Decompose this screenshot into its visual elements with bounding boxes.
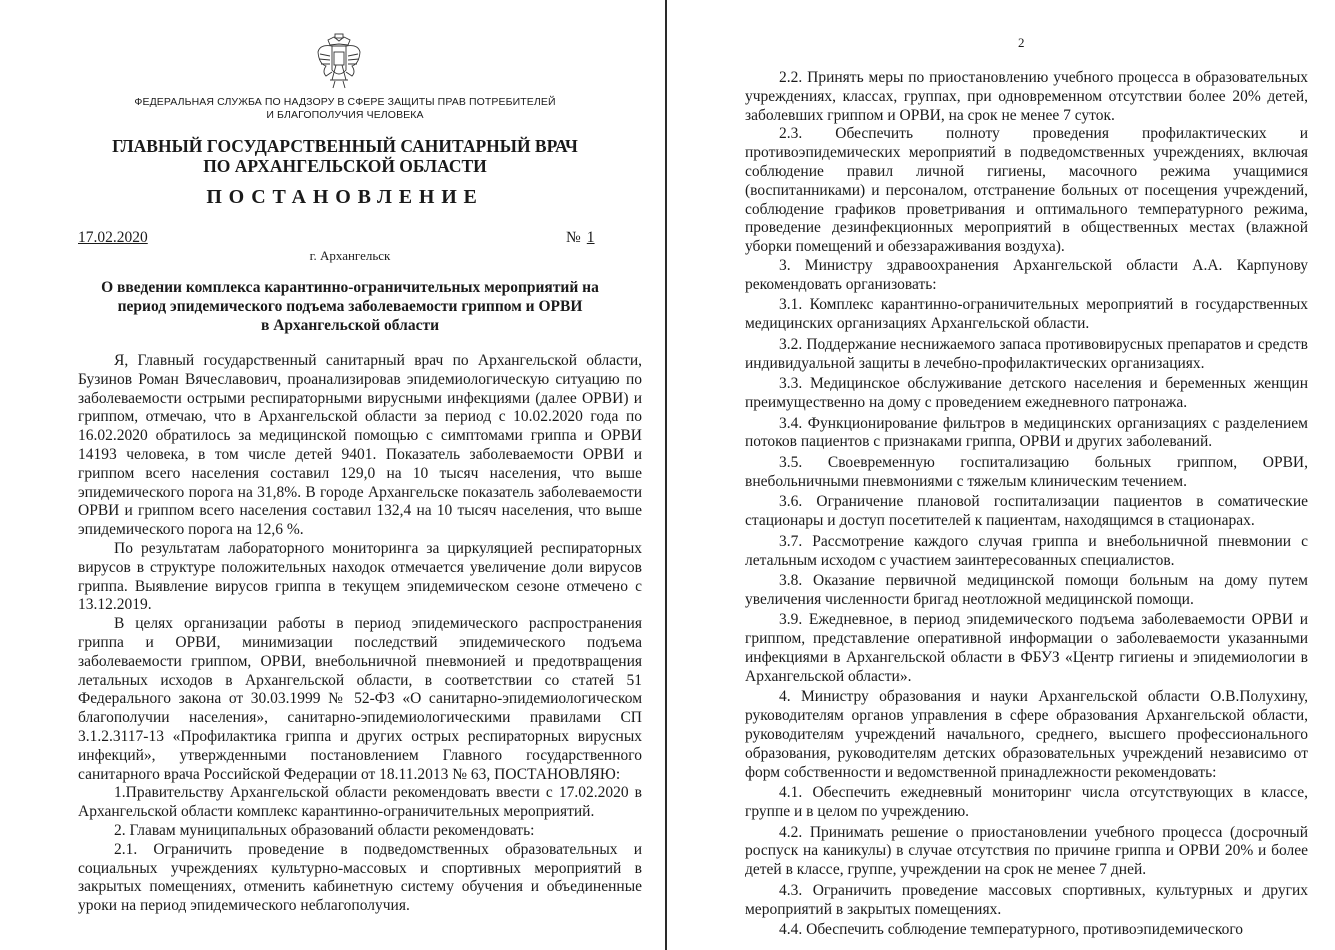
official-title [80,136,610,176]
paragraph: 3.6. Ограничение плановой госпитализации пациентов в соматические стационары и доступ посетителей к пациентам, находящимся в стационарах. [745,493,1308,530]
paragraph: 4.3. Ограничить проведение массовых спортивных, культурных и других мероприятий в закрытых помещениях. [745,881,1308,918]
paragraph: 2. Главам муниципальных образований области рекомендовать: [114,821,535,839]
paragraph: Я, Главный государственный санитарный врач по Архангельской области, Бузинов Роман Вячеславович, проанализировав эпидемиологическую ситуацию по заболеваемости острыми респираторными вирусными инфекциями (далее ОРВИ) и гриппом, отмечаю, что в Архангельской области за период с 10.02.2020 года по 16.02.2020 обратилось за медицинской помощью с симптомами гриппа и ОРВИ 14193 человека, в том числе детей 9401. Показатель заболеваемости ОРВИ и гриппом всего населения составил 129,0 на 10 тысяч населения, что выше эпидемического порога на 31,8%. В городе Архангельске показатель заболеваемости ОРВИ и гриппом всего населения составил 132,4 на 10 тысяч населения, что выше эпидемического порога на 12,6 %. [78,352,642,539]
page-divider [665,0,667,950]
paragraph: 3.4. Функционирование фильтров в медицинских организациях с разделением потоков пациентов с признаками гриппа, ОРВИ и других заболеваний. [745,414,1308,451]
paragraph: 3.7. Рассмотрение каждого случая гриппа и внебольничной пневмонии с летальным исходом с участием заинтересованных специалистов. [745,532,1308,569]
paragraph: 2.3. Обеспечить полноту проведения профилактических и противоэпидемических мероприятий в подведомственных учреждениях, включая соблюдение правил личной гигиены, масочного режима учащимися (воспитанниками) и персоналом, отстранение больных от посещения учреждений, соблюдение графиков проветривания и оптимального температурного режима, проведение дезинфекционных мероприятий в общественных местах (влажной уборки помещений и обеззараживания воздуха). [745,125,1308,256]
paragraph: По результатам лабораторного мониторинга за циркуляцией респираторных вирусов в структуре положительных находок отмечается увеличение доли вирусов гриппа. Выявление вирусов гриппа в текущем эпидемическом сезоне отмечено с 13.12.2019. [78,539,642,614]
paragraph: 1.Правительству Архангельской области рекомендовать ввести с 17.02.2020 в Архангельской области комплекс карантинно-ограничительных мероприятий. [78,784,642,821]
paragraph: 3.1. Комплекс карантинно-ограничительных мероприятий в государственных медицинских организациях Архангельской области. [745,296,1308,333]
subject-line-3: в Архангельской области [260,317,440,334]
paragraph: 4.4. Обеспечить соблюдение температурного, противоэпидемического [779,921,1244,939]
subject-line-1: О введении комплекса карантинно-ограничительных мероприятий на [101,279,599,296]
title-line-2: ПО АРХАНГЕЛЬСКОЙ ОБЛАСТИ [203,156,487,176]
document-city: г. Архангельск [309,248,391,263]
subject-line-2: период эпидемического подъема заболеваемости гриппом и ОРВИ [117,298,583,315]
agency-line-1: ФЕДЕРАЛЬНАЯ СЛУЖБА ПО НАДЗОРУ В СФЕРЕ ЗАЩИТЫ ПРАВ ПОТРЕБИТЕЛЕЙ [134,96,556,108]
paragraph: В целях организации работы в период эпидемического распространения гриппа и ОРВИ, минимизации последствий эпидемического подъема заболеваемости гриппом, ОРВИ, внебольничной пневмонией и предотвращения летальных исходов в Архангельской области, в соответствии со статей 51 Федерального закона от 30.03.1999 № 52-ФЗ «О санитарно-эпидемиологическом благополучии населения», санитарно-эпидемиологическими правилами СП 3.1.2.3117-13 «Профилактика гриппа и других острых респираторных вирусных инфекций», утвержденными постановлением Главного государственного санитарного врача Российской Федерации от 18.11.2013 № 63, ПОСТАНОВЛЯЮ: [78,615,642,783]
paragraph: 4. Министру образования и науки Архангельской области О.В.Полухину, руководителям органов управления в сфере образования Архангельской области, руководителям учреждений начального, среднего, высшего профессионального образования, руководителям детских образовательных учреждений независимо от форм собственности и ведомственной принадлежности рекомендовать: [745,688,1308,781]
page-number: 2 [1018,35,1025,50]
paragraph: 3.9. Ежедневное, в период эпидемического подъема заболеваемости ОРВИ и гриппом, представление оперативной информации о заболеваемости указанными инфекциями в Архангельской области в ФБУЗ «Центр гигиены и эпидемиологии в Архангельской области». [745,611,1308,685]
paragraph: 2.2. Принять меры по приостановлению учебного процесса в образовательных учреждениях, классах, группах, при одновременном отсутствии более 20% детей, заболевших гриппом и ОРВИ, на срок не менее 7 суток. [745,69,1308,124]
right-body-text [745,69,1308,940]
paragraph: 3.3. Медицинское обслуживание детского населения и беременных женщин преимущественно на дому с проведением ежедневного патронажа. [745,375,1308,411]
document-number [566,229,595,247]
paragraph: 3. Министру здравоохранения Архангельской области А.А. Карпунову рекомендовать организовать: [745,256,1308,293]
paragraph: 2.1. Ограничить проведение в подведомственных образовательных и социальных учреждениях культурно-массовых и спортивных мероприятий в закрытых помещениях, отменить кабинетную систему обучения и объединенные уроки на период эпидемического неблагополучия. [78,840,642,915]
agency-name [80,96,610,122]
number-label: № [566,229,581,246]
agency-line-2: И БЛАГОПОЛУЧИЯ ЧЕЛОВЕКА [266,109,424,121]
left-body-text [78,352,642,916]
paragraph: 3.8. Оказание первичной медицинской помощи больным на дому путем увеличения численности бригад неотложной медицинской помощи. [745,572,1308,608]
document-subject [100,278,600,335]
left-page [0,0,666,950]
paragraph: 3.2. Поддержание неснижаемого запаса противовирусных препаратов и средств индивидуальной защиты в лечебно-профилактических организациях. [745,335,1308,372]
paragraph: 4.1. Обеспечить ежедневный мониторинг числа отсутствующих в классе, группе и в целом по учреждению. [745,784,1308,821]
right-page [668,0,1335,950]
coat-of-arms-icon [316,32,362,90]
paragraph: 3.5. Своевременную госпитализацию больных гриппом, ОРВИ, внебольничными пневмониями с тяжелым клиническим течением. [745,453,1308,490]
title-line-1: ГЛАВНЫЙ ГОСУДАРСТВЕННЫЙ САНИТАРНЫЙ ВРАЧ [112,136,578,156]
paragraph: 4.2. Принимать решение о приостановлении учебного процесса (досрочный роспуск на каникулы) в случае отсутствия по причине гриппа и ОРВИ 20% и более детей в классе, группе, учреждении на срок не менее 7 дней. [745,823,1308,879]
document-date: 17.02.2020 [78,229,148,246]
document-type: ПОСТАНОВЛЕНИЕ [206,186,484,208]
number-value: 1 [586,229,595,246]
